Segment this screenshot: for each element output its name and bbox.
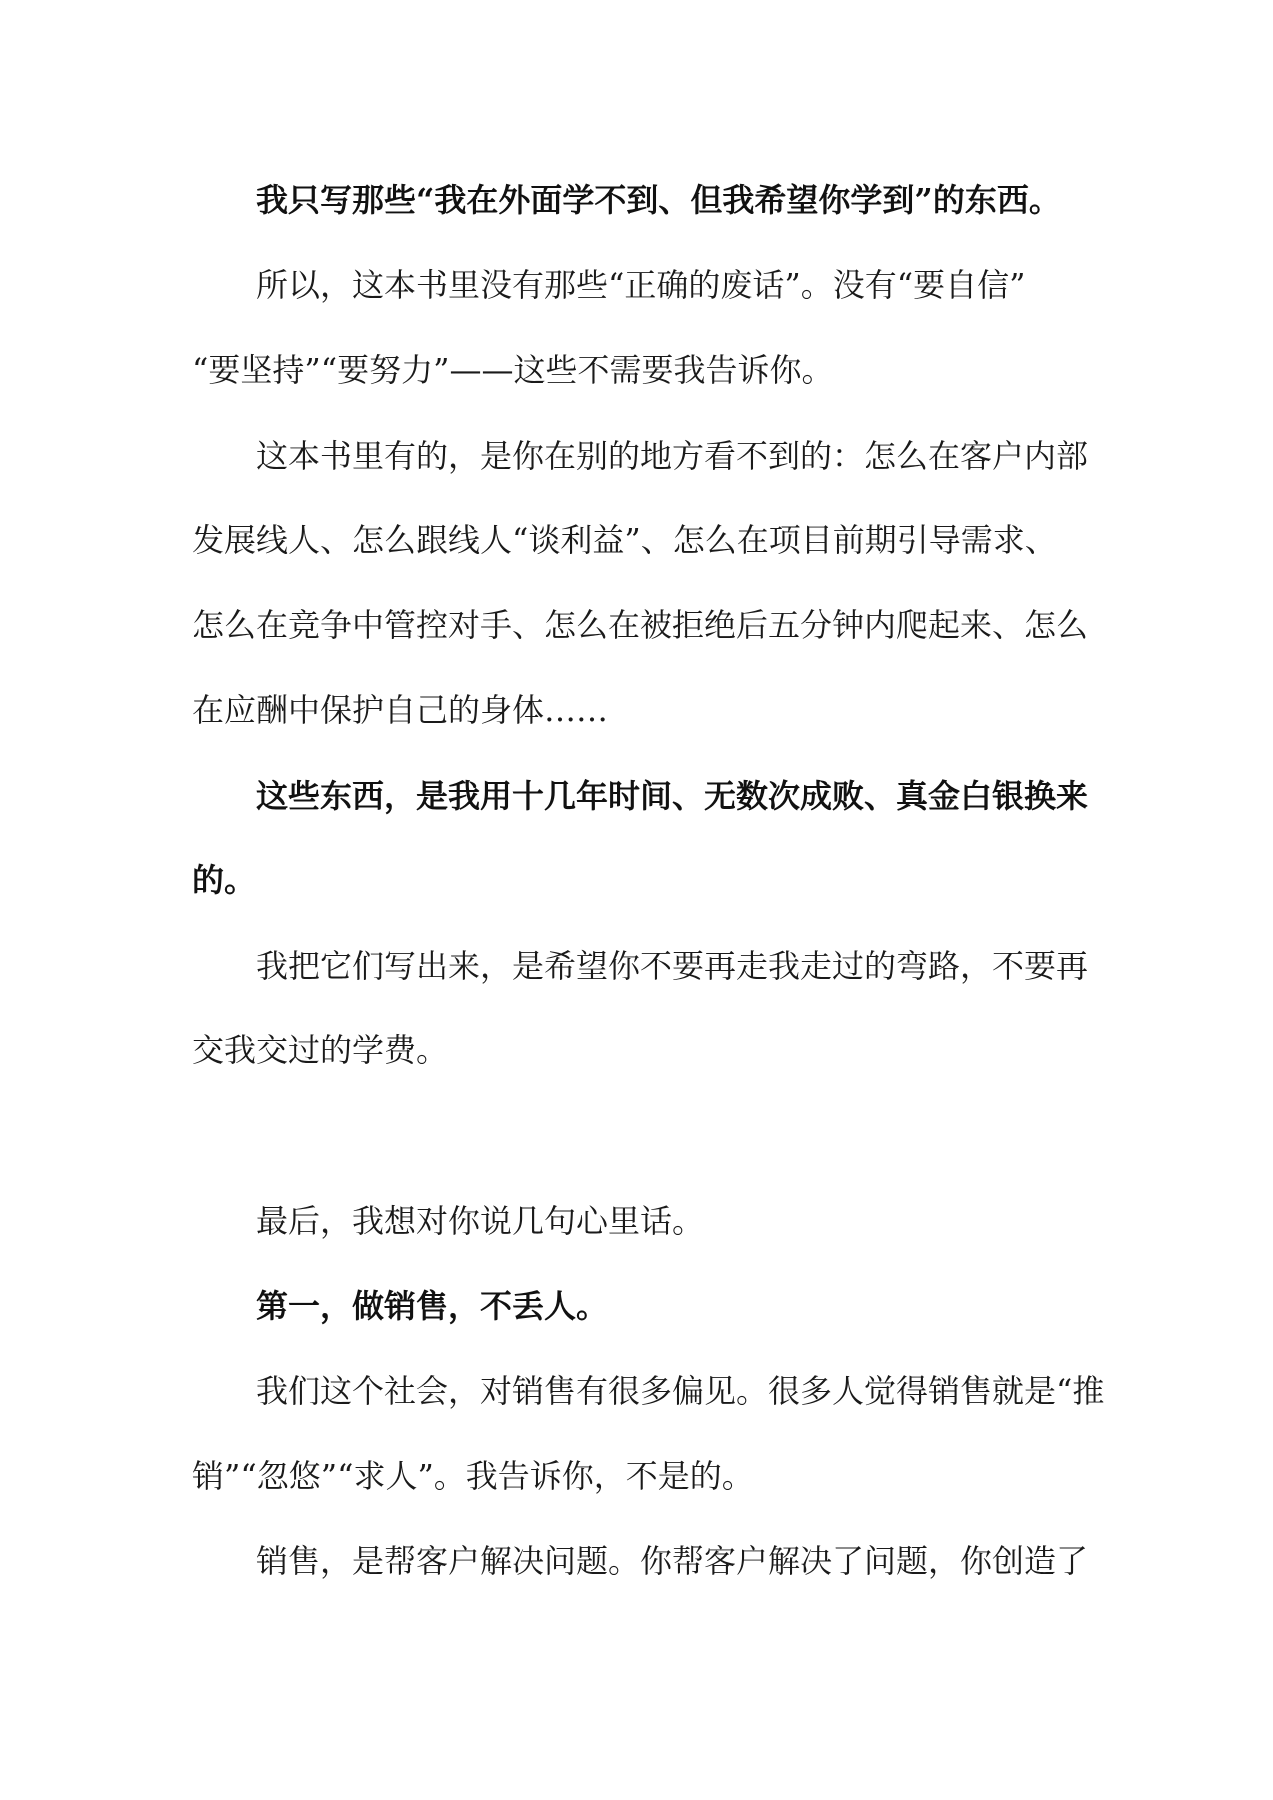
- paragraph-line: 怎么在竞争中管控对手、怎么在被拒绝后五分钟内爬起来、怎么: [192, 606, 1089, 644]
- paragraph-line: 所以，这本书里没有那些“正确的废话”。没有“要自信”: [256, 266, 1026, 304]
- paragraph-line: 发展线人、怎么跟线人“谈利益”、怎么在项目前期引导需求、: [192, 521, 1057, 559]
- paragraph-line: 销”“忽悠”“求人”。我告诉你，不是的。: [192, 1457, 754, 1495]
- paragraph-line: 在应酬中保护自己的身体……: [192, 691, 609, 729]
- paragraph-line: 销售，是帮客户解决问题。你帮客户解决了问题，你创造了: [256, 1542, 1089, 1580]
- paragraph-line: 第一，做销售，不丢人。: [256, 1287, 609, 1325]
- paragraph-line: 我们这个社会，对销售有很多偏见。很多人觉得销售就是“推: [256, 1372, 1105, 1410]
- paragraph-line: 我只写那些“我在外面学不到、但我希望你学到”的东西。: [256, 181, 1061, 219]
- paragraph-line: 交我交过的学费。: [192, 1031, 449, 1069]
- paragraph-line: 最后，我想对你说几句心里话。: [256, 1202, 705, 1240]
- paragraph-line: 这些东西，是我用十几年时间、无数次成败、真金白银换来: [256, 777, 1089, 815]
- paragraph-line: “要坚持”“要努力”——这些不需要我告诉你。: [192, 351, 834, 389]
- paragraph-line: 这本书里有的，是你在别的地方看不到的：怎么在客户内部: [256, 437, 1089, 475]
- paragraph-line: 的。: [192, 861, 257, 899]
- paragraph-line: 我把它们写出来，是希望你不要再走我走过的弯路，不要再: [256, 947, 1089, 985]
